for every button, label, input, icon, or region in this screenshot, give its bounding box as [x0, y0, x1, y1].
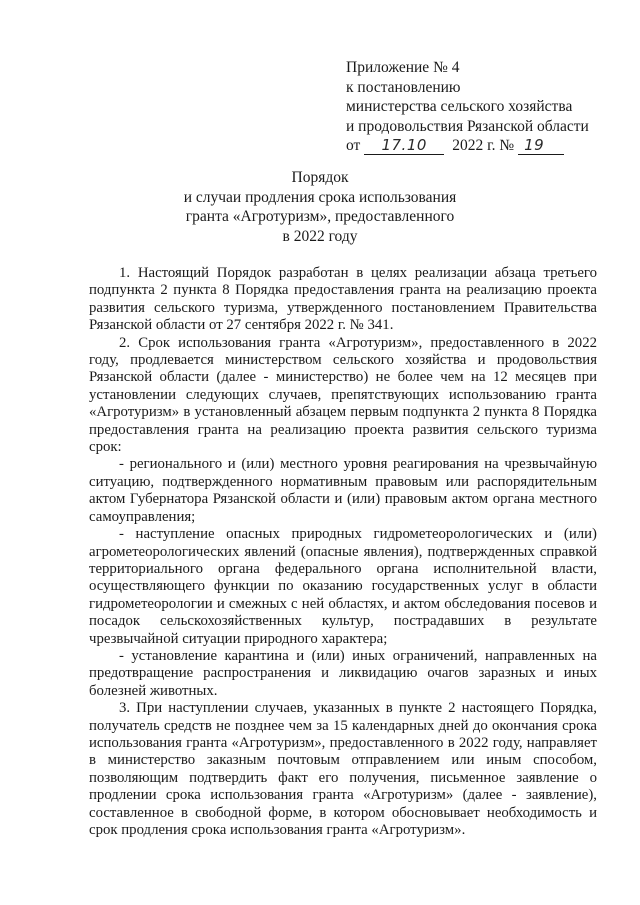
appendix-line-4: и продовольствия Рязанской области — [346, 117, 589, 135]
year-text: 2022 г. № — [452, 137, 515, 154]
document-title — [120, 168, 520, 246]
handwritten-number: 19 — [524, 136, 545, 154]
date-field — [364, 137, 444, 155]
date-prefix: от — [346, 137, 361, 154]
document-body — [89, 265, 597, 839]
paragraph-1: 1. Настоящий Порядок разработан в целях реализации абзаца третьего подпункта 2 пункта 8 Порядка предоставления гранта на реализацию проекта развития сельского туризма, утвержденного постановлением Правительства Рязанской области от 27 сентября 2022 г. № 341. — [89, 265, 597, 334]
appendix-number: Приложение № 4 — [346, 59, 460, 76]
appendix-date-line — [346, 136, 616, 156]
number-field — [518, 137, 564, 155]
list-item-weather: - наступление опасных природных гидрометеорологических и (или) агрометеорологических явлений (опасные явления), подтвержденных справкой территориального органа федерального органа исполнительной власти, осуществляющего функции по оказанию государственных услуг в области гидрометеорологии и смежных с ней областях, и актом обследования посевов и посадок сельскохозяйственных культур, пострадавших в результате чрезвычайной ситуации природного характера; — [89, 526, 597, 647]
paragraph-3: 3. При наступлении случаев, указанных в пункте 2 настоящего Порядка, получатель средств не позднее чем за 15 календарных дней до окончания срока использования гранта «Агротуризм», предоставленного в 2022 году, направляет в министерство заказным почтовым отправлением или иным способом, позволяющим подтвердить факт его получения, письменное заявление о продлении срока использования гранта «Агротуризм» (далее - заявление), составленное в свободной форме, в котором обосновывает необходимость и срок продления срока использования гранта «Агротуризм». — [89, 700, 597, 838]
list-item-emergency: - регионального и (или) местного уровня реагирования на чрезвычайную ситуацию, подтвержденного нормативным правовым или распорядительным актом Губернатора Рязанской области и (или) правовым актом органа местного самоуправления; — [89, 456, 597, 525]
list-item-quarantine: - установление карантина и (или) иных ограничений, направленных на предотвращение распространения и ликвидацию очагов заразных и иных болезней животных. — [89, 647, 597, 699]
appendix-line-2: к постановлению — [346, 78, 461, 96]
appendix-header — [346, 58, 616, 156]
handwritten-date: 17.10 — [381, 136, 427, 154]
title-line-2: и случаи продления срока использования — [183, 188, 457, 206]
title-line-1: Порядок — [291, 169, 349, 186]
appendix-line-3: министерства сельского хозяйства — [346, 98, 573, 115]
title-line-4: в 2022 году — [282, 227, 358, 245]
title-line-3: гранта «Агротуризм», предоставленного — [185, 208, 455, 225]
paragraph-2: 2. Срок использования гранта «Агротуризм», предоставленного в 2022 году, продлевается министерством сельского хозяйства и продовольствия Рязанской области (далее - министерство) не более чем на 12 месяцев при установлении следующих случаев, препятствующих использованию гранта «Агротуризм» в установленный абзацем первым подпункта 2 пункта 8 Порядка предоставления гранта на реализацию проекта развития сельского туризма срок: — [89, 334, 597, 456]
